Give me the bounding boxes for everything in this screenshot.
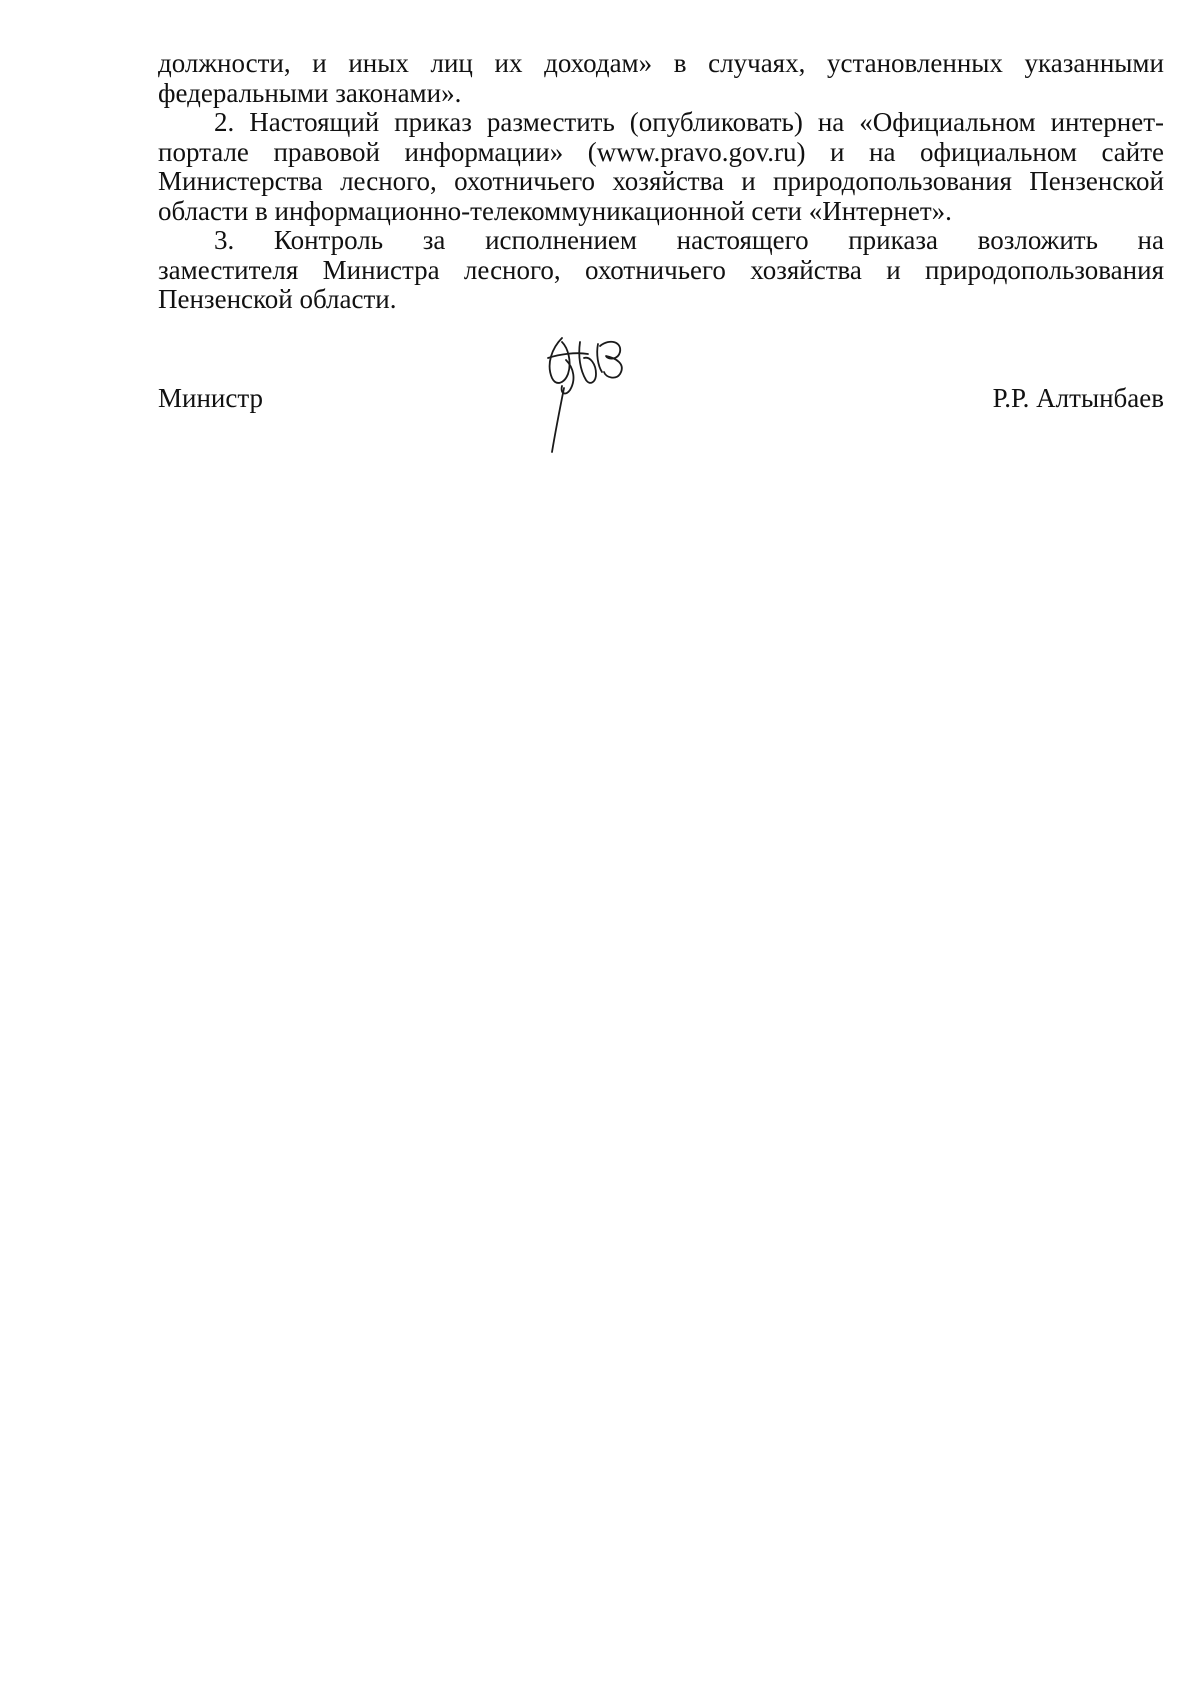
p1-word: их (494, 48, 523, 78)
p1-word: случаях, (708, 48, 806, 78)
p3-word: 3. (214, 225, 235, 255)
order-text (158, 49, 1164, 315)
p3-word: за (422, 225, 446, 255)
p3-word: настоящего (676, 225, 809, 255)
p1-word: лиц (430, 48, 473, 78)
paragraph-1-line-1 (158, 49, 1164, 79)
p1-word: и (312, 48, 327, 78)
p1-word: должности, (158, 48, 291, 78)
p3-word: возложить (977, 225, 1098, 255)
p1-word: доходам» (544, 48, 653, 78)
p1-word: установленных (826, 48, 1003, 78)
paragraph-1-continuation: федеральными законами». (158, 77, 462, 108)
signer-name: Р.Р. Алтынбаев (992, 383, 1164, 413)
paragraph-3-continuation: заместителя Министра лесного, охотничьего хозяйства и природопользования Пензенской области. (158, 254, 1164, 314)
paragraph-3-line-1 (158, 226, 1164, 256)
p1-word: иных (348, 48, 409, 78)
p3-word: Контроль (273, 225, 384, 255)
paragraph-2: 2. Настоящий приказ разместить (опубликовать) на «Официальном интернет-портале правовой информации» (www.pravo.gov.ru) и на официальном сайте Министерства лесного, охотничьего хозяйства и природопользования Пензенской области в информационно-телекоммуникационной сети «Интернет». (158, 107, 1164, 226)
p3-word: на (1137, 225, 1164, 255)
p1-word: указанными (1024, 48, 1164, 78)
p1-word: в (673, 48, 687, 78)
p3-word: приказа (848, 225, 938, 255)
signer-title: Министр (158, 383, 263, 413)
handwritten-signature-icon (540, 330, 640, 460)
p3-word: исполнением (485, 225, 637, 255)
